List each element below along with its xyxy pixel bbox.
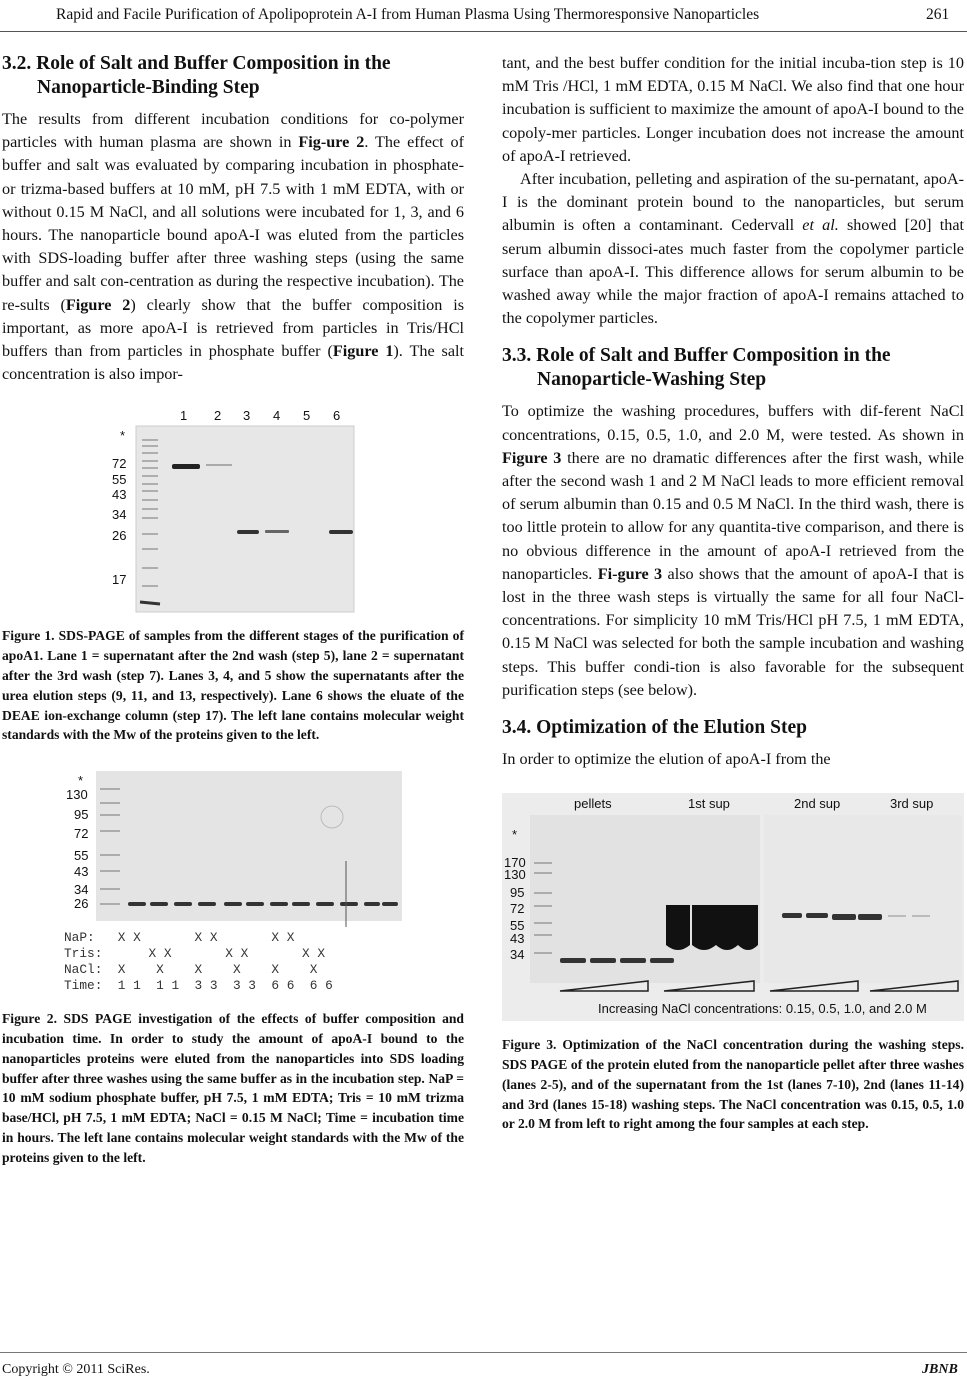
mw-marker: 170 [504, 855, 526, 871]
figure-1-caption: Figure 1. SDS-PAGE of samples from the different stages of the purification of apoA1. Lane 1 = supernatant after the 2nd wash (step 5), lane 2 = supernatant after the 3rd wash (step 7). Lanes 3, 4, and 5 show the supernatants after the urea elution steps (9, 11, and 13, respectively). Lane 6 shows the eluate of the DEAE ion-exchange column (step 17). The left lane contains molecular weight standards with the Mw of the proteins given to the left. [2, 628, 464, 743]
text-run: The results from different incubation conditions for co-polymer particles with human plasma are shown in [2, 110, 464, 152]
group-label-pellets: pellets [574, 796, 612, 812]
figure-3-caption: Figure 3. Optimization of the NaCl concentration during the washing steps. SDS PAGE of the protein eluted from the nanoparticle pellet after three washes (lanes 2-5), and of the supernatant from the 1st (lanes 7-10), 2nd (lanes 11-14) and 3rd (lanes 15-18) washing steps. The NaCl concentration was 0.15, 0.5, 1.0 or 2.0 M from left to right among the four samples at each step. [502, 1037, 964, 1132]
figure-2-caption: Figure 2. SDS PAGE investigation of the effects of buffer composition and incubation time. In order to study the amount of apoA-I bound to the nanoparticles proteins were eluted from the nanoparticles into SDS loading buffer after three washes using the same buffer as in the incubation step. NaP = 10 mM sodium phosphate buffer, pH 7.5, 1 mM EDTA; Tris = 10 mM trizma base/HCl, pH 7.5, 1 mM EDTA; NaCl = 0.15 M NaCl; Time = incubation time in hours. The left lane contains molecular weight standards with the Mw of the proteins given to the left. [2, 1011, 464, 1165]
mw-marker: 43 [510, 931, 525, 947]
band-lane-1 [172, 464, 200, 469]
star-marker: * [78, 773, 84, 789]
figure-1 [106, 406, 356, 616]
text-run: ). The salt concentration is also impor- [2, 342, 465, 384]
first-sup-bands [666, 905, 758, 950]
et-al: et al. [802, 216, 839, 235]
text-run: To optimize the washing procedures, buffers with dif-ferent NaCl concentrations, 0.15, 0.5, 1.0, and 2.0 M, were tested. As shown in [502, 402, 964, 444]
band-lane-3 [237, 530, 259, 534]
figure-2-reference[interactable]: Figure 2 [65, 295, 131, 314]
page-number: 261 [926, 6, 950, 23]
lane-label: 1 [180, 408, 188, 424]
mw-marker: 43 [74, 864, 89, 880]
dye-front [140, 602, 160, 604]
mw-marker: 95 [510, 885, 525, 901]
mw-marker: 34 [112, 507, 127, 523]
figure-3-reference[interactable]: Fi-gure 3 [597, 564, 663, 583]
mw-marker: 55 [112, 472, 127, 488]
band-lane-6 [329, 530, 353, 534]
figure-3-reference[interactable]: Figure 3 [502, 448, 562, 467]
lane-label: 4 [273, 408, 281, 424]
lane-label: 6 [333, 408, 341, 424]
mw-marker: 72 [112, 456, 127, 472]
lane-label: 3 [243, 408, 251, 424]
paragraph-binding-step [2, 108, 464, 386]
nacl-concentration-label: Increasing NaCl concentrations: 0.15, 0.5, 1.0, and 2.0 M [598, 1001, 927, 1017]
left-column [2, 52, 464, 1168]
gel-panel-right [764, 815, 962, 983]
gel-background [96, 771, 402, 921]
right-column [502, 52, 964, 1134]
star-marker: * [120, 428, 126, 444]
mw-marker: 26 [74, 896, 89, 912]
header-divider [0, 31, 967, 32]
section-3-2-heading: 3.2. Role of Salt and Buffer Composition in the Nanoparticle-Binding Step [2, 53, 391, 98]
copyright-notice: Copyright © 2011 SciRes. [2, 1362, 150, 1377]
lane-label: 2 [214, 408, 222, 424]
mw-marker: 26 [112, 528, 127, 544]
mw-marker: 130 [66, 787, 88, 803]
band-lane-4 [265, 530, 289, 533]
lane-label: 5 [303, 408, 311, 424]
section-3-4-heading: 3.4. Optimization of the Elution Step [502, 717, 807, 739]
mw-marker: 72 [74, 826, 89, 842]
mw-marker: 55 [510, 918, 525, 934]
page-footer [0, 1352, 967, 1386]
paragraph-best-buffer: tant, and the best buffer condition for the initial incuba-tion step is 10 mM Tris /HCl, 1 mM EDTA, 0.15 M NaCl. We also find that one hour incubation is sufficient to maximize the amount of apoA-I bound to the copoly-mer particles. Longer incubation does not increase the amount of apoA-I retrieved. [502, 54, 964, 165]
footer-divider [0, 1352, 967, 1353]
section-3-3-heading: 3.3. Role of Salt and Buffer Composition in the Nanoparticle-Washing Step [502, 345, 891, 391]
star-marker: * [512, 827, 518, 843]
mw-marker: 95 [74, 807, 89, 823]
paragraph-elution-step: In order to optimize the elution of apoA-I from the [502, 750, 831, 769]
band-lane-2 [206, 464, 232, 466]
text-run: also shows that the amount of apoA-I that is lost in the three wash steps is virtually the same for all four NaCl-concentrations. For simplicity 10 mM Tris/HCl pH 7.5, 1 mM EDTA, 0.15 M NaCl was selected for both the sample incubation and washing steps. This buffer condi-tion is also favorable for the subsequent purification steps (see below). [502, 564, 965, 699]
mw-marker: 17 [112, 572, 127, 588]
figure-1-gel [106, 406, 356, 616]
mw-marker: 72 [510, 901, 525, 917]
text-run: there are no dramatic differences after the first wash, while after the second wash 1 and 2 M NaCl leads to more efficient removal of serum albumin than 0.15 and 0.5 M NaCl. In the third wash, there is too little protein to allow for any quantita-tive comparison, and there is no obvious difference in the amount of apoA-I retrieved from the nanoparticles. [502, 448, 964, 583]
figure-2-reference[interactable]: Fig-ure 2 [298, 133, 365, 152]
text-run: showed [20] that serum albumin dissoci-ates much faster from the copolymer particle surface than apoA-I. This difference allows for serum albumin to be washed away while the major fraction of apoA-I remains attached to the copolymer particles. [502, 216, 965, 328]
nacl-row: NaCl: X X X X X X [64, 962, 318, 978]
mw-marker: 34 [74, 882, 89, 898]
figure-2-gel [60, 771, 404, 999]
figure-3 [502, 793, 964, 1021]
text-run: After incubation, pelleting and aspiration of the su-pernatant, apoA-I is the dominant protein bound to the nanoparticles, but serum albumin is often a contaminant. Cedervall [502, 170, 964, 235]
mw-marker: 43 [112, 487, 127, 503]
text-run: . The effect of buffer and salt was evaluated by comparing incubation in phosphate- or trizma-based buffers at 10 mM, pH 7.5 with 1 mM EDTA, with or without 0.15 M NaCl, and all solutions were incubated for 1, 3, and 6 hours. The nanoparticle bound apoA-I was eluted from the particles with SDS-loading buffer after three washing steps (using the same buffer and salt con-centration as during the respective incubation). The re-sults ( [2, 133, 465, 314]
paragraph-washing-step [502, 400, 964, 702]
paragraph-incubation [502, 168, 964, 330]
figure-3-gel [502, 793, 964, 1021]
running-header [0, 0, 967, 32]
figure-1-reference[interactable]: Figure 1 [332, 342, 394, 361]
nap-row: NaP: X X X X X X [64, 930, 295, 946]
gel-panel-left [530, 815, 760, 983]
running-title: Rapid and Facile Purification of Apolipoprotein A-I from Human Plasma Using Thermoresponsive Nanoparticles [56, 6, 760, 23]
figure-2 [60, 771, 404, 999]
journal-abbreviation: JBNB [922, 1362, 958, 1377]
text-run: ) clearly show that the buffer composition is important, as more apoA-I is retrieved from particles in Tris/HCl buffers than from particles in phosphate buffer ( [2, 295, 464, 361]
time-row: Time: 1 1 1 1 3 3 3 3 6 6 6 6 [64, 978, 333, 994]
mw-marker: 130 [504, 867, 526, 883]
mw-marker: 55 [74, 848, 89, 864]
tris-row: Tris: X X X X X X [64, 946, 326, 962]
group-label-3rd-sup: 3rd sup [890, 796, 934, 812]
group-label-2nd-sup: 2nd sup [794, 796, 841, 812]
gel-background [136, 426, 354, 612]
group-label-1st-sup: 1st sup [688, 796, 730, 812]
mw-marker: 34 [510, 947, 525, 963]
